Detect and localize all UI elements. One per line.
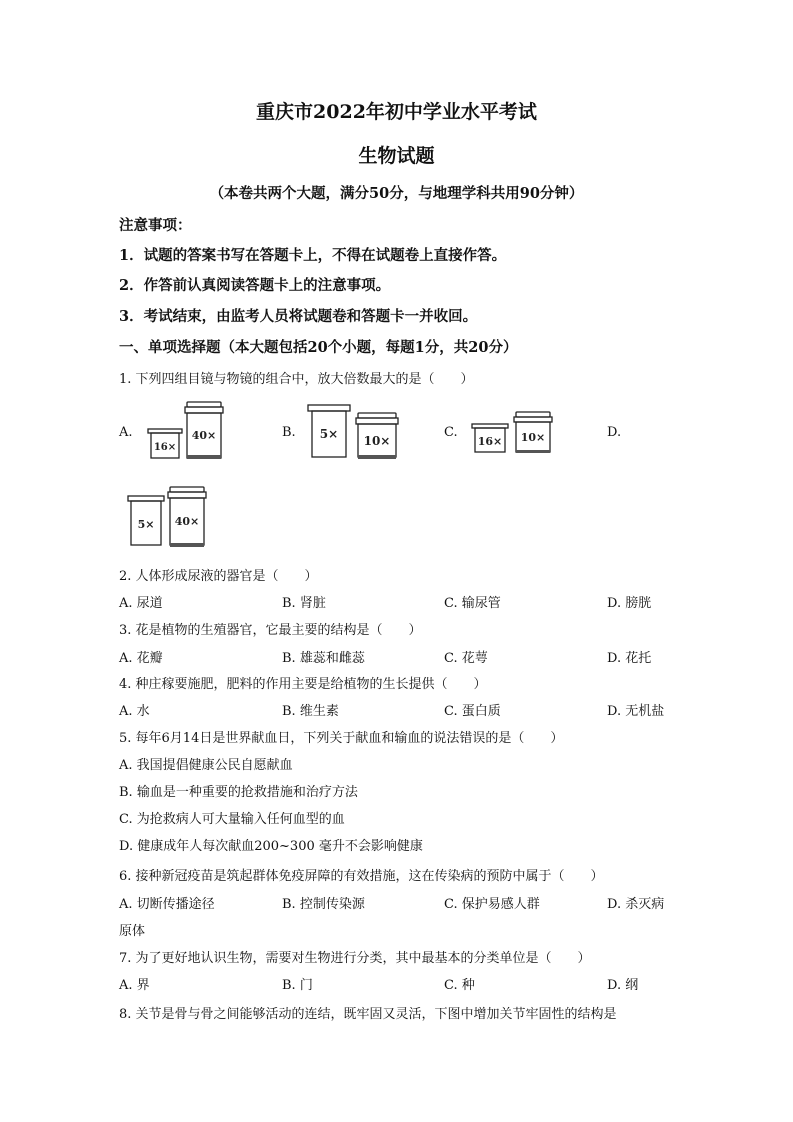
notice-item: 2．作答前认真阅读答题卡上的注意事项。 — [119, 277, 391, 294]
objective-base — [187, 455, 221, 459]
eyepiece-rim — [128, 496, 164, 501]
option: C. 蛋白质 — [444, 704, 501, 719]
option: D. 花托 — [607, 651, 652, 666]
eyepiece-label: 16× — [477, 435, 503, 448]
option: A. 水 — [119, 704, 150, 719]
question-stem: 6. 接种新冠疫苗是筑起群体免疫屏障的有效措施，这在传染病的预防中属于（ ） — [119, 869, 604, 884]
objective-cap — [516, 412, 550, 417]
page-title: 重庆市2022年初中学业水平考试 — [256, 101, 537, 123]
section-heading: 一、单项选择题（本大题包括20个小题，每题1分，共20分） — [119, 339, 518, 356]
option-letter: B. — [282, 425, 296, 440]
option-letter: D. — [607, 425, 622, 440]
option: B. 控制传染源 — [282, 897, 365, 912]
option: D. 纲 — [607, 978, 639, 993]
question-stem: 4. 种庄稼要施肥，肥料的作用主要是给植物的生长提供（ ） — [119, 677, 487, 692]
objective-base — [516, 450, 550, 453]
option-letter: C. — [444, 425, 458, 440]
option: D. 健康成年人每次献血200~300 毫升不会影响健康 — [119, 839, 423, 854]
option: B. 雄蕊和雌蕊 — [282, 651, 365, 666]
objective-collar — [168, 492, 206, 498]
objective-collar — [356, 418, 398, 424]
objective-label: 10× — [363, 434, 391, 448]
option: C. 种 — [444, 978, 475, 993]
objective-cap — [187, 402, 221, 407]
option: A. 我国提倡健康公民自愿献血 — [119, 758, 293, 773]
option: A. 切断传播途径 — [119, 897, 215, 912]
objective-base — [358, 455, 396, 459]
eyepiece-label: 5× — [137, 518, 155, 531]
objective-base — [170, 543, 204, 547]
option: B. 门 — [282, 978, 313, 993]
notice-item: 3．考试结束，由监考人员将试题卷和答题卡一并收回。 — [119, 308, 478, 325]
option: B. 维生素 — [282, 704, 339, 719]
option-letter: A. — [119, 425, 133, 440]
question-stem: 3. 花是植物的生殖器官，它最主要的结构是（ ） — [119, 623, 422, 638]
lens-pair-d-figure — [128, 487, 212, 549]
objective-label: 40× — [174, 515, 200, 528]
option-wrap: 原体 — [119, 924, 146, 939]
objective-collar — [185, 407, 223, 413]
option: C. 花萼 — [444, 651, 488, 666]
objective-cap — [358, 413, 396, 418]
objective-collar — [514, 417, 552, 422]
lens-pair-a-figure — [148, 402, 218, 462]
option: B. 肾脏 — [282, 596, 326, 611]
option: D. 膀胱 — [607, 596, 652, 611]
option: C. 保护易感人群 — [444, 897, 540, 912]
option: D. 杀灭病 — [607, 897, 665, 912]
option: A. 界 — [119, 978, 150, 993]
notice-item: 1．试题的答案书写在答题卡上，不得在试题卷上直接作答。 — [119, 247, 507, 264]
option: C. 为抢救病人可大量输入任何血型的血 — [119, 812, 345, 827]
question-stem: 1. 下列四组目镜与物镜的组合中，放大倍数最大的是（ ） — [119, 372, 474, 387]
page-subtitle: 生物试题 — [358, 145, 435, 167]
lens-pair-c-figure — [472, 412, 554, 462]
lens-pair-b-figure — [308, 405, 400, 461]
option: B. 输血是一种重要的抢救措施和治疗方法 — [119, 785, 358, 800]
option: D. 无机盐 — [607, 704, 665, 719]
question-stem: 2. 人体形成尿液的器官是（ ） — [119, 569, 318, 584]
exam-note: （本卷共两个大题，满分50分，与地理学科共用90分钟） — [209, 185, 584, 202]
option: A. 尿道 — [119, 596, 163, 611]
notice-heading: 注意事项： — [119, 217, 192, 234]
eyepiece-rim — [308, 405, 350, 411]
objective-cap — [170, 487, 204, 492]
option: C. 输尿管 — [444, 596, 501, 611]
question-stem: 8. 关节是骨与骨之间能够活动的连结，既牢固又灵活，下图中增加关节牢固性的结构是 — [119, 1007, 617, 1022]
question-stem: 5. 每年6月14日是世界献血日，下列关于献血和输血的说法错误的是（ ） — [119, 731, 564, 746]
question-stem: 7. 为了更好地认识生物，需要对生物进行分类，其中最基本的分类单位是（ ） — [119, 951, 591, 966]
objective-label: 10× — [520, 431, 546, 444]
objective-label: 40× — [191, 429, 217, 442]
eyepiece-label: 16× — [153, 442, 177, 453]
option: A. 花瓣 — [119, 651, 163, 666]
eyepiece-label: 5× — [319, 427, 339, 441]
